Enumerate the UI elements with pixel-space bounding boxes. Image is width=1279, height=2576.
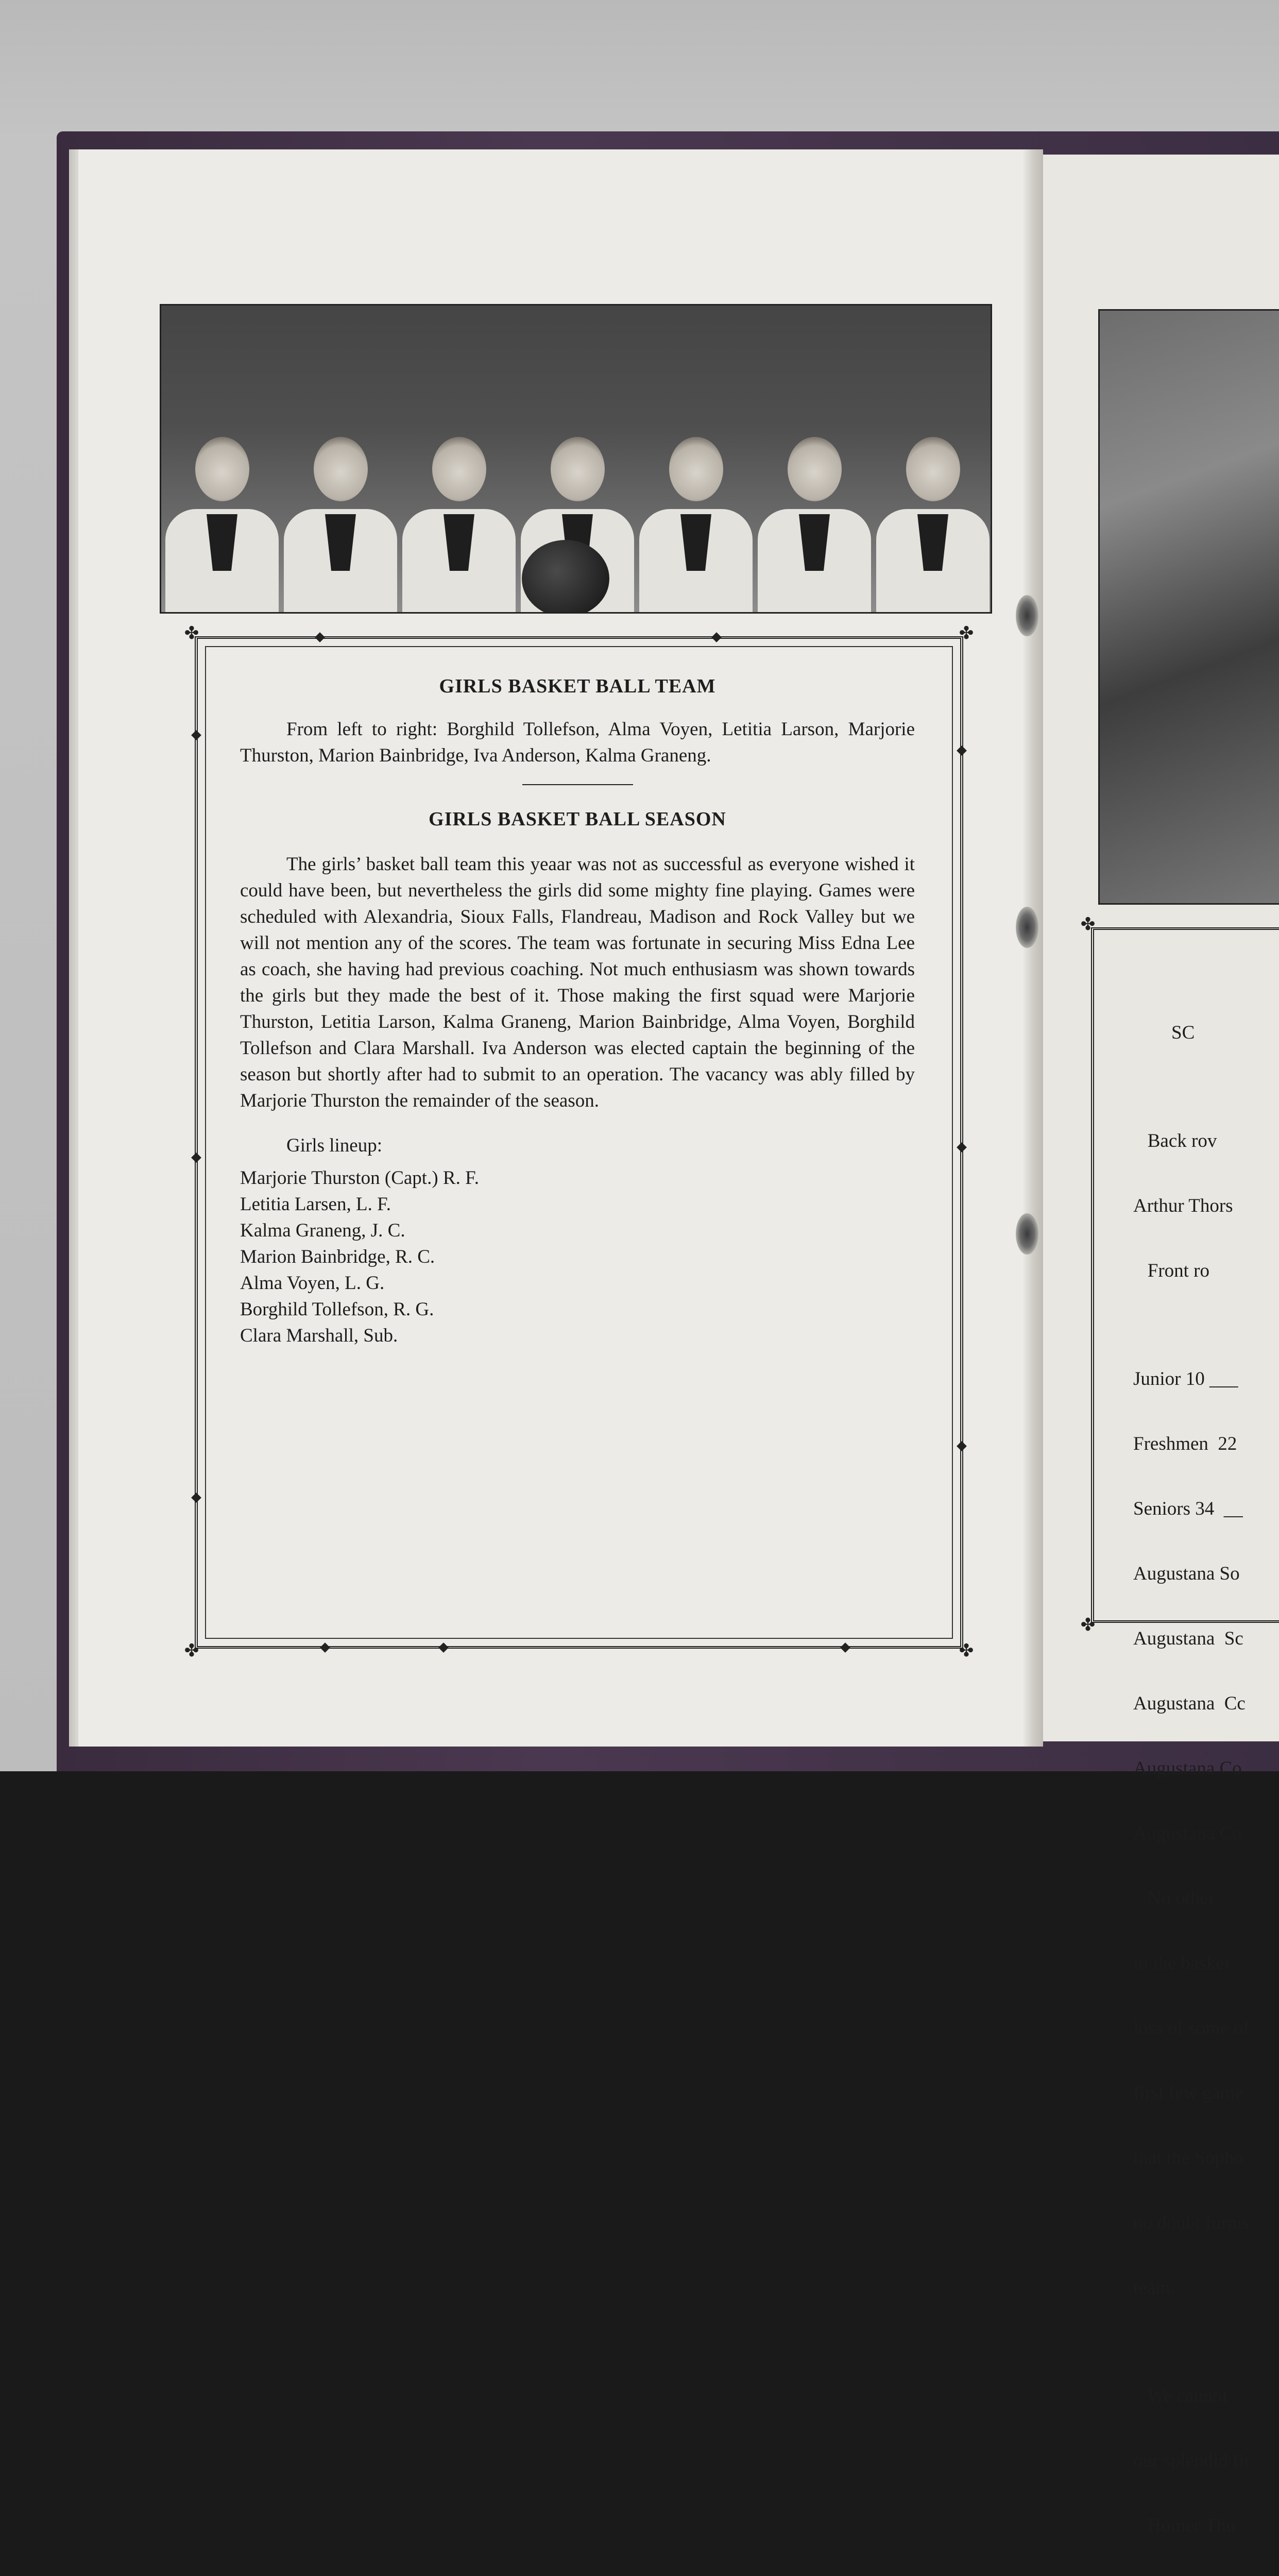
right-text-line: Augustana Co bbox=[1133, 1823, 1242, 1844]
team-caption: From left to right: Borghild Tollefson, Alma Voyen, Letitia Larson, Marjorie Thurston, Marion Bainbridge, Iva Anderson, Kalma Graneng. bbox=[240, 719, 915, 766]
right-page-text bbox=[1133, 979, 1258, 2576]
team-member-figure bbox=[284, 437, 397, 612]
lineup-item: Borghild Tollefson, R. G. bbox=[240, 1299, 434, 1320]
right-text-line: Arthur Thors bbox=[1133, 1195, 1233, 1216]
team-member-figure bbox=[876, 437, 990, 612]
right-text-line: in the basket bbox=[1133, 1953, 1230, 1974]
right-text-line: SC bbox=[1133, 1022, 1195, 1043]
right-text-line: first few game bbox=[1133, 2082, 1243, 2104]
corner-ornament: ✤ bbox=[959, 624, 974, 643]
team-member-figure bbox=[402, 437, 516, 612]
corner-ornament: ✤ bbox=[1080, 915, 1096, 934]
lineup-item: Letitia Larsen, L. F. bbox=[240, 1194, 391, 1215]
right-text-line: Augustana Co bbox=[1133, 1758, 1242, 1779]
lineup-list bbox=[240, 1165, 915, 1349]
team-photo bbox=[160, 304, 992, 614]
corner-ornament: ✤ bbox=[959, 1641, 974, 1660]
right-text-line: Back rov bbox=[1133, 1130, 1217, 1151]
binding-hole bbox=[1016, 595, 1038, 636]
right-text-line: Front ro bbox=[1133, 1260, 1209, 1281]
binding-hole bbox=[1016, 1213, 1038, 1255]
right-text-line: Homer Thu bbox=[1133, 2515, 1236, 2536]
lineup-title: Girls lineup: bbox=[286, 1135, 383, 1156]
lineup-item: Kalma Graneng, J. C. bbox=[240, 1220, 405, 1241]
right-text-line: Augustana Cc bbox=[1133, 1693, 1246, 1714]
binding-hole bbox=[1016, 907, 1038, 948]
right-text-line: Freshmen 22 bbox=[1133, 1433, 1237, 1454]
team-member-figure bbox=[758, 437, 871, 612]
right-text-line: Augustana So bbox=[1133, 1563, 1240, 1584]
team-member-figure bbox=[165, 437, 279, 612]
right-text-line: Junior 10 ___ bbox=[1133, 1368, 1238, 1389]
book-gutter bbox=[1022, 149, 1043, 1747]
right-text-line: that the Sopho bbox=[1133, 2147, 1243, 2168]
right-text-line: our splendid fir bbox=[1133, 2450, 1251, 2471]
right-text-line: loss of some of bbox=[1133, 2018, 1250, 2039]
right-text-line: Augustana Sc bbox=[1133, 1628, 1243, 1649]
boys-team-photo-partial bbox=[1098, 309, 1279, 905]
corner-ornament: ✤ bbox=[1080, 1616, 1096, 1635]
corner-ornament: ✤ bbox=[184, 1641, 199, 1660]
season-text: The girls’ basket ball team this yeaar was not as successful as everyone wished it could have been, but nevertheless the girls did some mighty fine playing. Games were scheduled with Alexandria, Sioux Falls, Flandreau, Madison and Rock Valley but we will not mention any of the scores. The team was fortunate in securing Miss Edna Lee as coach, she having had previous coaching. Not much enthusiasm was shown towards the girls but they made the best of it. Those making the first squad were Marjorie Thurston, Letitia Larson, Kalma Graneng, Marion Bainbridge, Alma Voyen, Borghild Tollefson and Clara Marshall. Iva Anderson was elected captain the beginning of the season but shortly after had to submit to an operation. The vacancy was ably filled by Marjorie Thurston the remainder of the season. bbox=[240, 854, 915, 1111]
right-text-line: No other bbox=[1133, 1888, 1215, 1909]
right-text-line: team. bbox=[1133, 2277, 1175, 2298]
season-heading: GIRLS BASKET BALL SEASON bbox=[429, 808, 726, 830]
corner-ornament: ✤ bbox=[184, 624, 199, 643]
section-divider bbox=[522, 784, 633, 785]
team-member-figure bbox=[639, 437, 753, 612]
team-heading: GIRLS BASKET BALL TEAM bbox=[439, 675, 716, 697]
lineup-item: Alma Voyen, L. G. bbox=[240, 1273, 385, 1294]
article-content bbox=[240, 675, 915, 1349]
right-text-line: We cannot bbox=[1133, 2385, 1228, 2406]
right-text-line: no doubt furnis bbox=[1133, 2212, 1250, 2233]
lineup-item: Marjorie Thurston (Capt.) R. F. bbox=[240, 1167, 479, 1189]
lineup-item: Clara Marshall, Sub. bbox=[240, 1325, 398, 1346]
lineup-item: Marion Bainbridge, R. C. bbox=[240, 1246, 435, 1267]
right-text-line: Seniors 34 __ bbox=[1133, 1498, 1243, 1519]
basketball bbox=[522, 540, 609, 614]
